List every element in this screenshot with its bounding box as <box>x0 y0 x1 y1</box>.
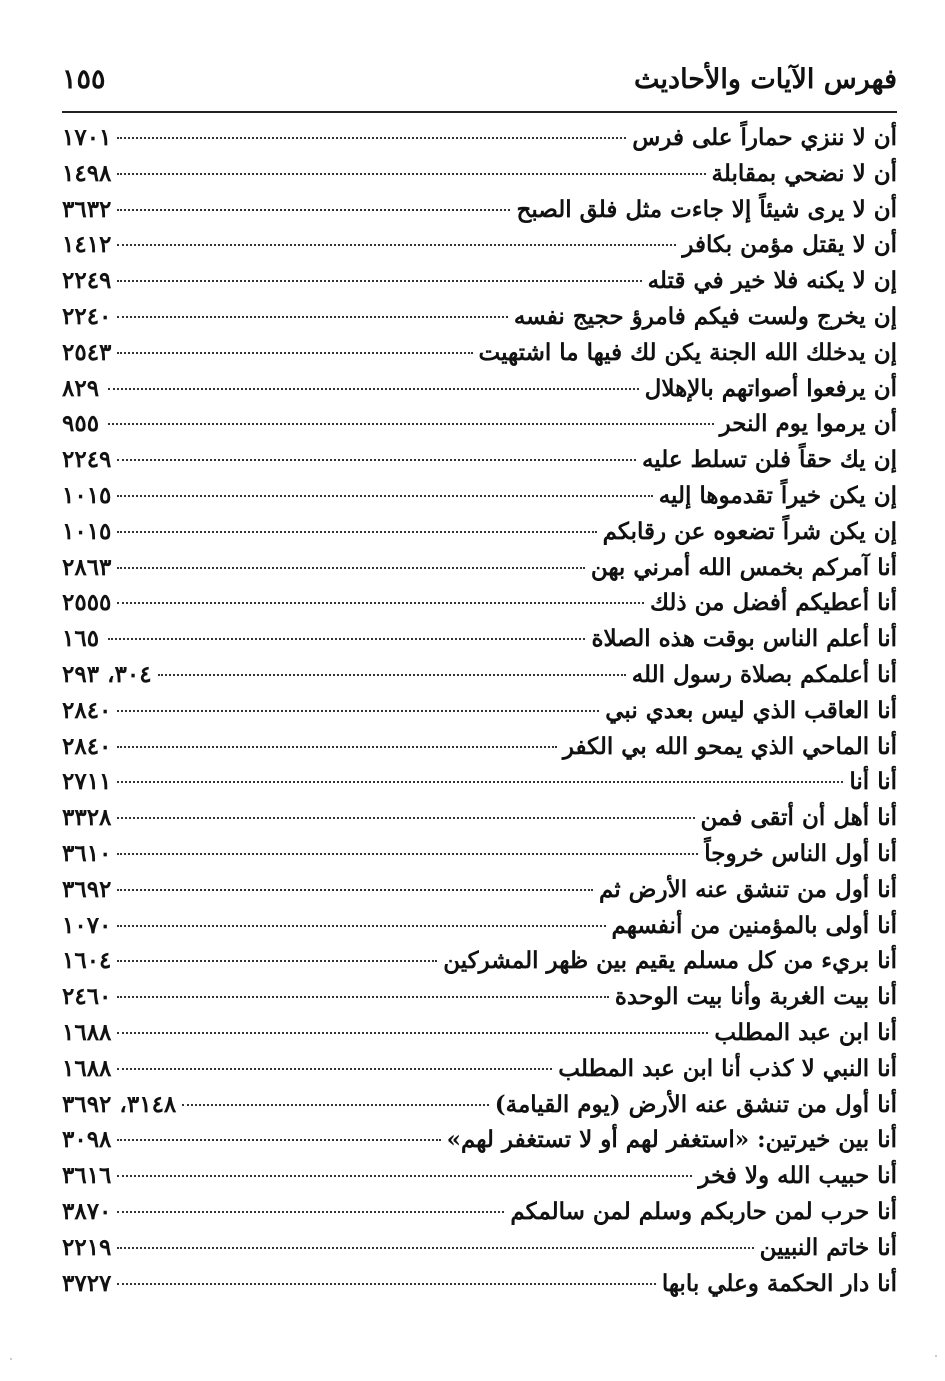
index-entry <box>62 764 897 800</box>
dot-leader <box>117 1032 708 1034</box>
index-entry <box>62 693 897 729</box>
entry-text: إن يك حقاً فلن تسلط عليه <box>641 446 897 474</box>
entry-reference-number: ٣٠٩٨ <box>62 1126 112 1154</box>
entry-text: أن لا يقتل مؤمن بكافر <box>682 231 897 259</box>
entry-reference-number: ١٠١٥ <box>62 481 112 509</box>
index-entry <box>62 478 897 514</box>
entry-text: أنا ابن عبد المطلب <box>714 1018 897 1046</box>
index-entry <box>62 156 897 192</box>
entry-text: أن لا يرى شيئاً إلا جاءت مثل فلق الصبح <box>516 195 897 223</box>
dot-leader <box>117 531 596 533</box>
entry-text: أنا دار الحكمة وعلي بابها <box>661 1269 897 1297</box>
dot-leader <box>117 1175 692 1177</box>
entry-reference-number: ٢٢١٩ <box>62 1233 112 1261</box>
dot-leader <box>117 495 652 497</box>
index-entry <box>62 836 897 872</box>
entry-reference-number: ١٦٠٤ <box>62 947 112 975</box>
index-entry <box>62 1230 897 1266</box>
dot-leader <box>117 817 694 819</box>
entry-reference-number: ٣٦١٠ <box>62 839 112 867</box>
index-entry <box>62 335 897 371</box>
entry-reference-number: ٣٨٧٠ <box>62 1197 112 1225</box>
dot-leader <box>117 173 705 175</box>
entry-text: إن لا يكنه فلا خير في قتله <box>647 267 897 295</box>
index-entry <box>62 514 897 550</box>
entry-reference-number: ٨٢٩ <box>62 374 100 402</box>
index-entry <box>62 1122 897 1158</box>
dot-leader <box>117 853 698 855</box>
entry-text: أنا حرب لمن حاربكم وسلم لمن سالمكم <box>510 1197 897 1225</box>
index-entry <box>62 585 897 621</box>
dot-leader <box>117 1283 655 1285</box>
scan-speck <box>935 1355 937 1357</box>
dot-leader <box>117 602 644 604</box>
running-title: فهرس الآيات والأحاديث <box>634 64 897 95</box>
dot-leader <box>117 889 593 891</box>
entry-text: إن يكن شراً تضعوه عن رقابكم <box>602 517 897 545</box>
entry-reference-number: ٩٥٥ <box>62 410 100 438</box>
entry-text: أنا أعلمكم بصلاة رسول الله <box>631 660 897 688</box>
entry-reference-number: ٣٧٢٧ <box>62 1269 112 1297</box>
entry-reference-number: ٣١٤٨، ٣٦٩٢ <box>62 1090 177 1118</box>
entry-text: إن يخرج ولست فيكم فامرؤ حجيج نفسه <box>513 302 897 330</box>
entry-reference-number: ٣٦٣٢ <box>62 195 112 223</box>
entry-text: أن يرموا يوم النحر <box>719 410 897 438</box>
index-entry <box>62 1087 897 1123</box>
entry-reference-number: ٢٧١١ <box>62 768 112 796</box>
entry-reference-number: ٢٨٤٠ <box>62 732 112 760</box>
entry-reference-number: ٢٤٦٠ <box>62 983 112 1011</box>
dot-leader <box>158 674 626 676</box>
dot-leader <box>117 316 507 318</box>
index-entry <box>62 550 897 586</box>
entry-text: أنا أول من تنشق عنه الأرض (يوم القيامة) <box>494 1090 897 1118</box>
index-entry <box>62 800 897 836</box>
index-entry <box>62 406 897 442</box>
index-entry <box>62 872 897 908</box>
entry-text: أن لا نضحي بمقابلة <box>711 159 897 187</box>
entry-reference-number: ٣٠٤، ٢٩٣ <box>62 660 152 688</box>
entry-text: أنا خاتم النبيين <box>759 1233 897 1261</box>
index-entry <box>62 729 897 765</box>
dot-leader <box>117 960 437 962</box>
index-entry <box>62 908 897 944</box>
entry-text: أنا أول من تنشق عنه الأرض ثم <box>598 875 897 903</box>
entry-reference-number: ١٤٩٨ <box>62 159 112 187</box>
index-entry <box>62 371 897 407</box>
entry-text: أنا آمركم بخمس الله أمرني بهن <box>590 553 897 581</box>
dot-leader <box>108 423 714 425</box>
page-number: ١٥٥ <box>62 64 106 95</box>
dot-leader <box>108 638 585 640</box>
entry-text: أن يرفعوا أصواتهم بالإهلال <box>644 374 897 402</box>
index-entry <box>62 979 897 1015</box>
entry-reference-number: ٢٥٥٥ <box>62 589 112 617</box>
entry-reference-number: ٣٣٢٨ <box>62 804 112 832</box>
dot-leader <box>117 244 676 246</box>
entry-text: أنا بريء من كل مسلم يقيم بين ظهر المشركين <box>443 947 897 975</box>
index-entry <box>62 1051 897 1087</box>
entry-reference-number: ٢٢٤٠ <box>62 302 112 330</box>
entry-text: أنا أنا <box>849 768 897 796</box>
entry-reference-number: ٣٦١٦ <box>62 1162 112 1190</box>
dot-leader <box>117 1247 753 1249</box>
entry-reference-number: ٢٢٤٩ <box>62 267 112 295</box>
index-entry <box>62 120 897 156</box>
entry-reference-number: ١٦٨٨ <box>62 1054 112 1082</box>
entry-reference-number: ٢٨٦٣ <box>62 553 112 581</box>
dot-leader <box>108 388 639 390</box>
dot-leader <box>117 996 608 998</box>
dot-leader <box>117 710 599 712</box>
dot-leader <box>117 137 626 139</box>
dot-leader <box>117 280 641 282</box>
entry-text: إن يكن خيراً تقدموها إليه <box>658 481 897 509</box>
entry-text: أنا أولى بالمؤمنين من أنفسهم <box>611 911 897 939</box>
index-entry <box>62 192 897 228</box>
index-entry <box>62 442 897 478</box>
entry-reference-number: ١٦٨٨ <box>62 1018 112 1046</box>
dot-leader <box>117 1139 440 1141</box>
entry-text: أنا أعطيكم أفضل من ذلك <box>650 589 897 617</box>
dot-leader <box>117 925 605 927</box>
dot-leader <box>117 459 636 461</box>
entry-text: أنا أول الناس خروجاً <box>704 839 897 867</box>
dot-leader <box>117 1068 552 1070</box>
entry-reference-number: ١٦٥ <box>62 625 100 653</box>
dot-leader <box>117 781 843 783</box>
entry-text: أنا أعلم الناس بوقت هذه الصلاة <box>591 625 897 653</box>
entry-text: أنا العاقب الذي ليس بعدي نبي <box>605 696 897 724</box>
index-entry <box>62 657 897 693</box>
index-entry <box>62 1015 897 1051</box>
entry-text: أن لا ننزي حماراً على فرس <box>632 124 897 151</box>
entry-reference-number: ١٠١٥ <box>62 517 112 545</box>
index-entry <box>62 1158 897 1194</box>
page-header <box>62 58 897 112</box>
entry-reference-number: ٢٨٤٠ <box>62 696 112 724</box>
entry-reference-number: ٢٢٤٩ <box>62 446 112 474</box>
entry-reference-number: ٣٦٩٢ <box>62 875 112 903</box>
index-entry <box>62 263 897 299</box>
entry-reference-number: ١٧٠١ <box>62 124 112 151</box>
index-list <box>62 120 897 1301</box>
entry-reference-number: ١٤١٢ <box>62 231 112 259</box>
index-entry <box>62 1266 897 1302</box>
entry-text: أنا بيت الغربة وأنا بيت الوحدة <box>614 983 897 1011</box>
index-entry <box>62 1194 897 1230</box>
dot-leader <box>117 1211 504 1213</box>
header-rule <box>62 111 897 113</box>
entry-text: أنا الماحي الذي يمحو الله بي الكفر <box>562 732 897 760</box>
dot-leader <box>117 209 510 211</box>
index-entry <box>62 621 897 657</box>
entry-text: أنا النبي لا كذب أنا ابن عبد المطلب <box>558 1054 897 1082</box>
entry-reference-number: ٢٥٤٣ <box>62 338 112 366</box>
scan-speck <box>10 1358 12 1360</box>
entry-text: إن يدخلك الله الجنة يكن لك فيها ما اشتهيت <box>478 338 897 366</box>
dot-leader <box>117 567 584 569</box>
entry-text: أنا حبيب الله ولا فخر <box>698 1162 897 1190</box>
entry-reference-number: ١٠٧٠ <box>62 911 112 939</box>
index-entry <box>62 943 897 979</box>
dot-leader <box>117 746 556 748</box>
dot-leader <box>117 352 472 354</box>
index-entry <box>62 299 897 335</box>
index-entry <box>62 227 897 263</box>
entry-text: أنا بين خيرتين: «استغفر لهم أو لا تستغفر لهم» <box>446 1126 897 1154</box>
dot-leader <box>182 1104 488 1106</box>
entry-text: أنا أهل أن أتقى فمن <box>700 804 897 832</box>
